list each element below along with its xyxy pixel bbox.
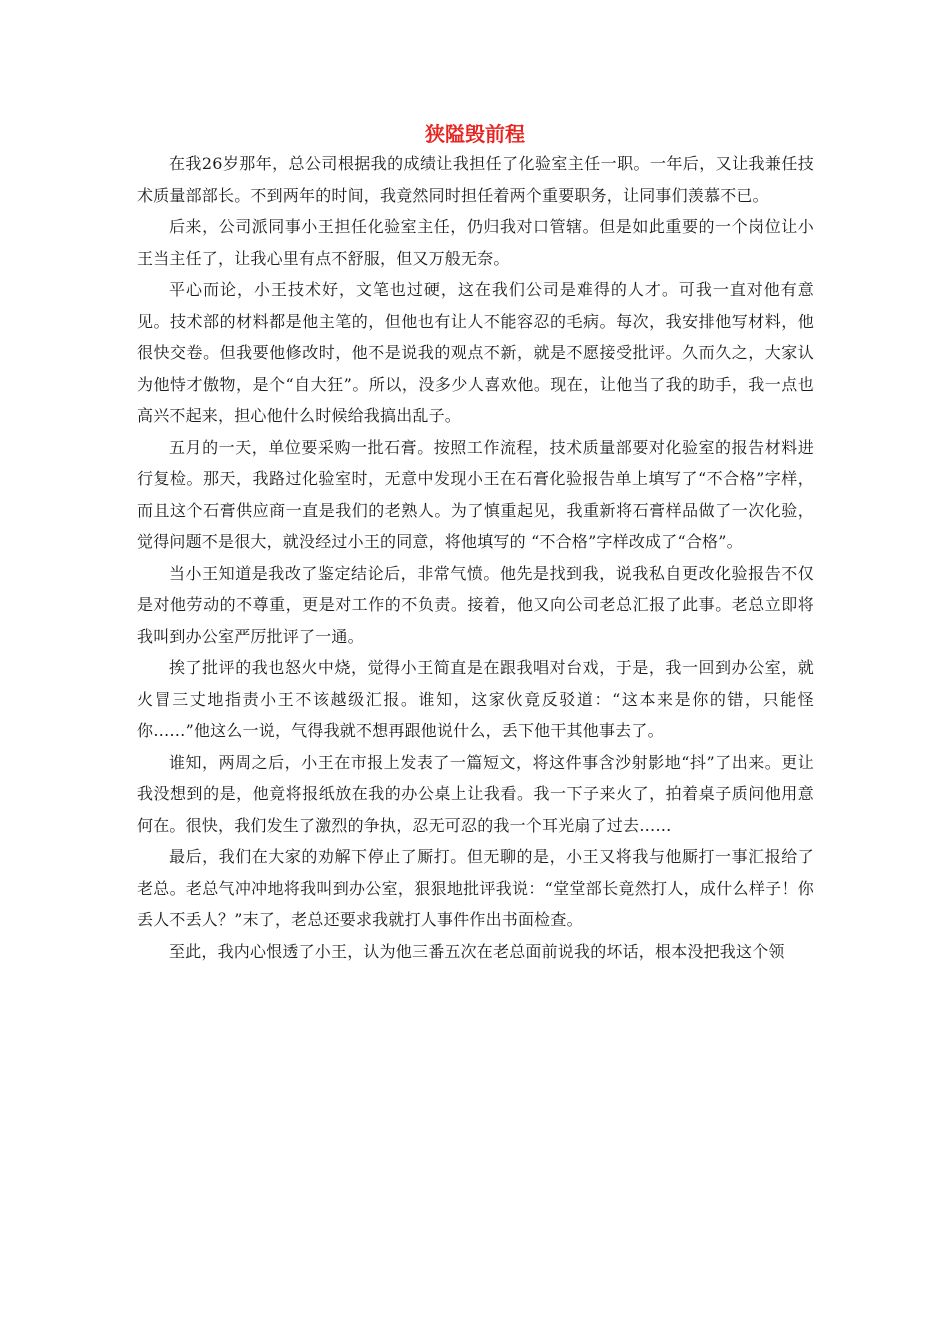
paragraph: 挨了批评的我也怒火中烧，觉得小王简直是在跟我唱对台戏，于是，我一回到办公室，就火冒三丈地指责小王不该越级汇报。谁知，这家伙竟反驳道：“这本来是你的错，只能怪你……”他这么一说，气得我就不想再跟他说什么，丢下他干其他事去了。: [137, 658, 814, 740]
document-body: [137, 148, 814, 967]
paragraph: 后来，公司派同事小王担任化验室主任，仍归我对口管辖。但是如此重要的一个岗位让小王当主任了，让我心里有点不舒服，但又万般无奈。: [137, 217, 814, 268]
paragraph: 至此，我内心恨透了小王，认为他三番五次在老总面前说我的坏话，根本没把我这个领: [169, 941, 785, 961]
paragraph: 谁知，两周之后，小王在市报上发表了一篇短文，将这件事含沙射影地“抖”了出来。更让我没想到的是，他竟将报纸放在我的办公桌上让我看。我一下子来火了，拍着桌子质问他用意何在。很快，我们发生了激烈的争执，忍无可忍的我一个耳光扇了过去……: [137, 752, 814, 835]
paragraph: 当小王知道是我改了鉴定结论后，非常气愤。他先是找到我，说我私自更改化验报告不仅是对他劳动的不尊重，更是对工作的不负责。接着，他又向公司老总汇报了此事。老总立即将我叫到办公室严厉批评了一通。: [137, 563, 814, 646]
paragraph: 平心而论，小王技术好，文笔也过硬，这在我们公司是难得的人才。可我一直对他有意见。技术部的材料都是他主笔的，但他也有让人不能容忍的毛病。每次，我安排他写材料，他很快交卷。但我要他修改时，他不是说我的观点不新，就是不愿接受批评。久而久之，大家认为他恃才傲物，是个“自大狂”。所以，没多少人喜欢他。现在，让他当了我的助手，我一点也高兴不起来，担心他什么时候给我搞出乱子。: [137, 280, 814, 425]
document-title: 狭隘毁前程: [425, 122, 525, 146]
paragraph: 五月的一天，单位要采购一批石膏。按照工作流程，技术质量部要对化验室的报告材料进行复检。那天，我路过化验室时，无意中发现小王在石膏化验报告单上填写了“不合格”字样，而且这个石膏供应商一直是我们的老熟人。为了慎重起见，我重新将石膏样品做了一次化验，觉得问题不是很大，就没经过小王的同意，将他填写的 “不合格”字样改成了“合格”。: [137, 437, 814, 551]
paragraph: 在我26岁那年，总公司根据我的成绩让我担任了化验室主任一职。一年后，又让我兼任技术质量部部长。不到两年的时间，我竟然同时担任着两个重要职务，让同事们羡慕不已。: [137, 154, 814, 205]
paragraph: 最后，我们在大家的劝解下停止了厮打。但无聊的是，小王又将我与他厮打一事汇报给了老总。老总气冲冲地将我叫到办公室，狠狠地批评我说：“堂堂部长竟然打人，成什么样子！你丢人不丢人？”末了，老总还要求我就打人事件作出书面检查。: [137, 847, 814, 929]
